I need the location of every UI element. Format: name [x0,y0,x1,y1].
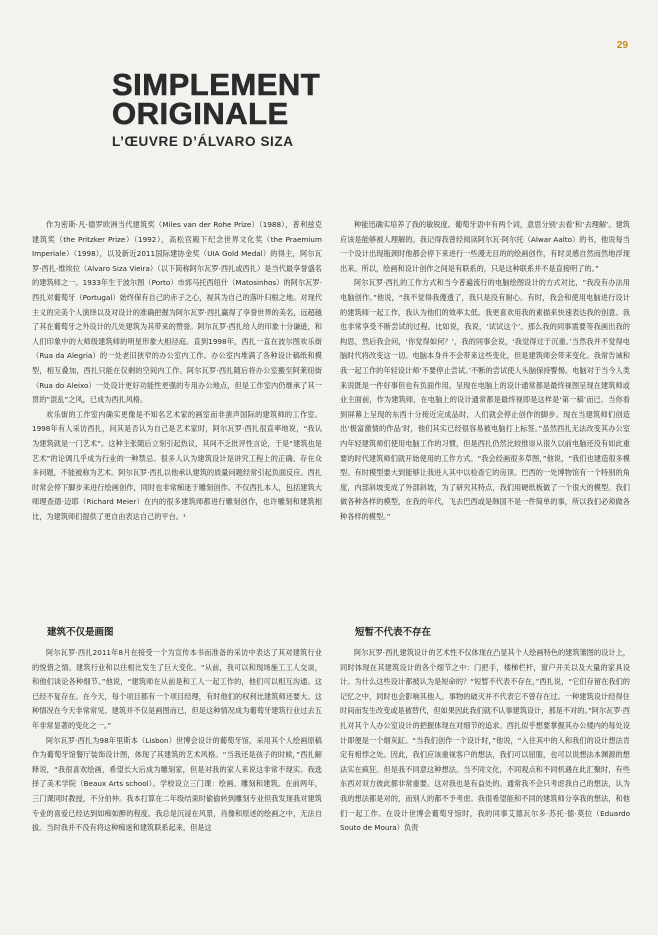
title-line-2: ORIGINALE [112,96,289,131]
section-heading-left: 建筑不仅是画图 [47,627,114,638]
intro-column-right [340,218,630,524]
section-column-left [32,646,322,836]
section-column-right [340,646,630,836]
title-subtitle: L’ŒUVRE D’ÁLVARO SIZA [112,134,294,149]
section-paragraph: 阿尔瓦罗·西扎建筑设计的艺术性不仅体现在凸显其个人绘画特色的建筑雏图的设计上，同时体现在其建筑设计的各个细节之中：门把手，楼梯栏杆，窗户开关以及大量的家具设计。为什么这些设计都被认为是短命的？“短暂不代表不存在，”西扎说，“它们存留在我们的记忆之中，同时也会影响其他人。事物的破灭并不代表它不曾存在过。一种建筑设计经得住时间而发生改变或是被替代，但如果因此我们就不认事建筑设计，那是不对的。”阿尔瓦罗·西扎对其个人办公室设计的把握体现在对细节的追求。西扎似乎想要掌握其办公楼内的每处设计即便是一个烟灰缸。“当我们创作一个设计时，”他说，“入住其中的人和我们的设计想法肯定有相悖之处。因此，我们应该重视客户的想法，我们可以屈服，也可以说想法本渊源的想法实在疯狂。但是我不同意这种想法。当不同文化，不同观点和不同机遇在此汇聚时，有些东西对双方彼此都非常重要。这对我也是有益处的。通常我不会只考虑我自己的想法，认为我的想法都是对的，而别人的都不予考虑。我很希望能和不同的建筑师分享我的想法，和他们一起工作。在设计世博会葡萄牙馆时，我的同事艾德瓦尔多·苏托·德·莫拉（Eduardo Souto de Moura）负责 [340,648,630,833]
title-line-1: SIMPLEMENT [112,67,321,102]
article-title [112,67,321,149]
intro-paragraph: 种能迅确实培养了我的敏锐度。葡萄牙语中有两个词，意思分别‘去看’和‘去理解’。建筑应该是能够被人理解的。我记得我曾经阅读阿尔瓦·阿尔托（Alwar Aalto）的书，他说每当一个设计出现瓶颈时他都会停下来进行一些漫无目的的绘画创作，有时灵感自然而然地浮现出来。所以，绘画和设计创作之间是有联系的，只是这种联系并不是直接明了的。” [340,220,630,273]
section-heading-right: 短暂不代表不存在 [355,627,432,638]
page-number: 29 [616,40,628,51]
intro-paragraph: 作为密斯·凡·德罗欧洲当代建筑奖（Miles van der Rohe Prize）（1988），普利兹克建筑奖（the Pritzker Prize）（1992），高松宫殿下纪念世界文化奖（the Praemium Imperiale）（1998），以及新近2011国际建协金奖（UIA Gold Medal）的得主，阿尔瓦罗·西扎·维埃拉（Alvaro Siza Vieira）（以下简称阿尔瓦罗·西扎或西扎）是当代最享誉盛名的建筑师之一。1933年生于波尔图（Porto）市郊马托西纽什（Matosinhos）的阿尔瓦罗·西扎对葡萄牙（Portugal）始终保有自己的赤子之心，视其为自己的落叶归根之地。对现代主义的完美个人演绎以及对设计的准确把握为阿尔瓦罗·西扎赢得了享誉世界的美名，远超越了其在葡萄牙之外设计的几处建筑为其带来的赞誉。阿尔瓦罗·西扎给人的印象十分谦逊，和人们印象中的大师级建筑师的明星形象大相径庭。直到1998年，西扎一直在波尔图欢乐街（Rua da Alegria）的一处老旧狭窄的办公室内工作。办公室内堆满了各种设计稿纸和模型，相互叠加，西扎只能在仅剩的空间内工作。阿尔瓦罗·西扎随后将办公室搬至阿莱纽街（Rua do Aleixo）一处设计更好功能性更强的专用办公地点，但是工作室内仍继承了其一贯的“混乱”之风，已成为西扎风格。 [32,220,322,405]
section-paragraph: 阿尔瓦罗·西扎为98年里斯本（Lisbon）世博会设计的葡萄牙馆，采用其个人绘画原稿作为葡萄牙馆餐厅装饰设计图，体现了其建筑的艺术风格。“当我还是孩子的时候，”西扎解释说，“我很喜欢绘画，希望长大后成为雕刻家，但是对我的家人来说这非常不现实。我选择了美术学院（Beaux Arts school）。学校设立三门课：绘画、雕刻和建筑。在前两年，三门课同时教授，不分伯仲。我本打算在二年级结束时偷偷转到雕刻专业但我发现我对建筑专业的喜爱已经达到如痴如醉的程度。我总是沉浸在风景，肖像和原述的绘画之中，无法自拔。当时我并不没有将这种痴迷和建筑联系起来，但是这 [32,735,322,833]
section-paragraph: 阿尔瓦罗·西扎2011年8月在接受一个为宣传本书而准备的采访中表达了其对建筑行业的悦惜之情。建筑行业和以往相比发生了巨大变化。“从前，我可以和现场施工工人交谈，和他们谈论各种细节。”他说，“建筑师在从前是和工人一起工作的，他们可以相互沟通。这已经不复存在。在今天，每个项目都有一个项目经理，有时他们的权利比建筑师还要大。这种情况在今天非常常见。建筑并不仅是画图而已，但是这种情况成为葡萄牙建筑行业过去五年非常显著的变化之一。” [32,648,322,730]
intro-column-left [32,218,322,524]
intro-paragraph: 欢乐街的工作室内确实更像是不知名艺术家的画室而非蜚声国际的建筑师的工作室。1998年有人采访西扎，问其是否认为自己是艺术家时，阿尔瓦罗·西扎很直率地说，“我认为建筑就是一门艺术”。这种主张随后立刻引起热议，其间不乏批评性言论，于是“建筑也是艺术”的论调几乎成为行业的一种禁忌。很多人认为建筑设计是讲究工程上的正确、存在众多问题，不能被称为艺术。阿尔瓦罗·西扎以他承认建筑的质量问题经常引起负面反应。西扎时常会停下脚步来进行绘画创作，同时也非常痴迷于雕刻创作。不仅西扎本人，包括建筑大师理查德·迈耶（Richard Meier）在内的很多建筑师都进行雕刻创作，也许雕刻和建筑相比，为建筑师们提供了更自由表达自己的平台。¹ [32,409,322,521]
intro-paragraph: 阿尔瓦罗·西扎的工作方式和当今普遍流行的电脑绘图设计的方式对比，“我没有办法用电脑创作。”他说，“我不觉得我傻透了，我只是没有耐心。有时，我会和使用电脑进行设计的建筑师一起工作，我认为他们的效率太低。我更喜欢用我的素描来快速表达我的创意。我也非常享受不断尝试的过程。比如说，我说，‘试试这个’。那么我的同事需要等我画出我的构思，然后我会问，‘你觉得如何？’，我的同事会说，‘我觉得过于沉重。’当然我并不觉得电脑时代将改变这一切。电脑本身并不会带来这些变化，但是建筑师会带来变化。我常告诫和我一起工作的年轻设计师‘不要停止尝试。’不断的尝试使人头脑保持警惕。电脑对于当今人类来说既是一件好事但也有负面作用。呈现在电脑上的设计通常都是最终视图呈现在建筑师或业主面前，作为建筑师，在电脑上的设计通常都是最终视即是这样是‘第一稿’而已。当你看到屏幕上呈现的东西十分接近完成品时，人们就会停止创作的脚步。现在当建筑师们创造出‘极富激情的作品’时，他们其实已经很容易被电脑打上标签。”虽然西扎无法改变其办公室内年轻建筑师们使用电脑工作的习惯，但是西扎仍然比较推崇从很久以前电脑还没有如此重要的时代建筑师们就开始使用的工作方式。“我会经画很多草图，”他说，“我们也建造很多模型。有时模型要大到能够让我进入其中以检查它的房顶。巴西的一处博物馆有一个特别的角度，内部斜坡变成了外部斜坡，为了研究其特点，我们用硬纸板做了一个很大的模型。我们做各种各样的模型，在我的年代，飞去巴西或是韩国不是一件简单的事，所以我们必须做各种各样的模型。” [340,278,630,521]
